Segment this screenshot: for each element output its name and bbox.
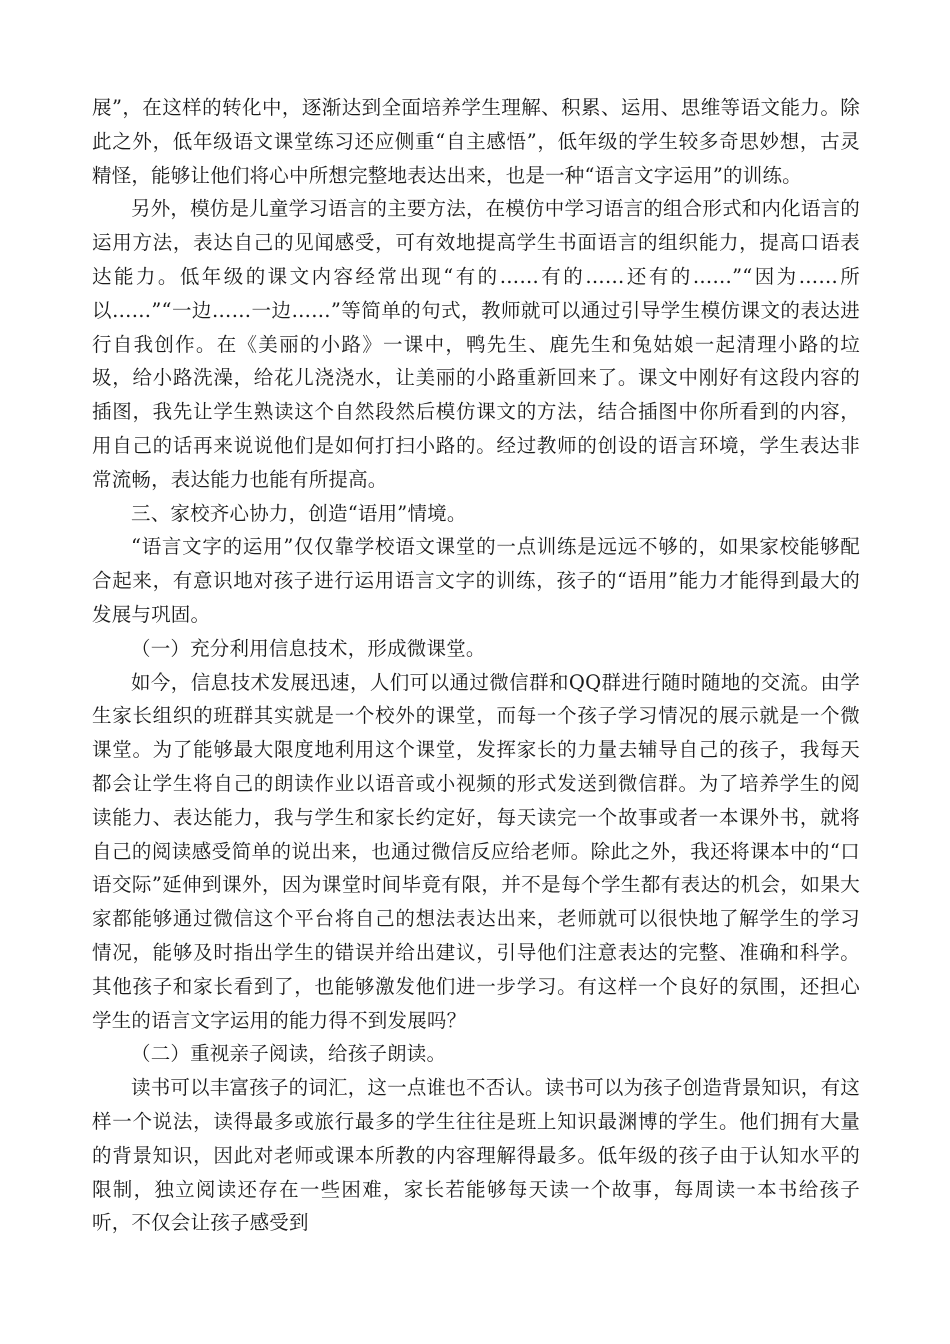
paragraph-continuation: 展”，在这样的转化中，逐渐达到全面培养学生理解、积累、运用、思维等语文能力。除此之外，低年级语文课堂练习还应侧重“自主感悟”，低年级的学生较多奇思妙想，古灵精怪，能够让他们将心中所想完整地表达出来，也是一种“语言文字运用”的训练。 [92,96,860,187]
paragraph-imitation: 另外，模仿是儿童学习语言的主要方法，在模仿中学习语言的组合形式和内化语言的运用方法，表达自己的见闻感受，可有效地提高学生书面语言的组织能力，提高口语表达能力。低年级的课文内容经常出现“有的……有的……还有的……”“因为……所以……”“一边……一边……”等简单的句式，教师就可以通过引导学生模仿课文的表达进行自我创作。在《美丽的小路》一课中，鸭先生、鹿先生和兔姑娘一起清理小路的垃圾，给小路洗澡，给花儿浇浇水，让美丽的小路重新回来了。课文中刚好有这段内容的插图，我先让学生熟读这个自然段然后模仿课文的方法，结合插图中你所看到的内容，用自己的话再来说说他们是如何打扫小路的。经过教师的创设的语言环境，学生表达非常流畅，表达能力也能有所提高。 [92,197,860,491]
subheading-info-tech: （一）充分利用信息技术，形成微课堂。 [131,636,486,660]
paragraph-home-school-intro: “语言文字的运用”仅仅靠学校语文课堂的一点训练是远远不够的，如果家校能够配合起来，有意识地对孩子进行运用语言文字的训练，孩子的“语用”能力才能得到最大的发展与巩固。 [92,535,860,626]
paragraph-info-tech: 如今，信息技术发展迅速，人们可以通过微信群和QQ群进行随时随地的交流。由学生家长组织的班群其实就是一个校外的课堂，而每一个孩子学习情况的展示就是一个微课堂。为了能够最大限度地利用这个课堂，发挥家长的力量去辅导自己的孩子，我每天都会让学生将自己的朗读作业以语音或小视频的形式发送到微信群。为了培养学生的阅读能力、表达能力，我与学生和家长约定好，每天读完一个故事或者一本课外书，就将自己的阅读感受简单的说出来，也通过微信反应给老师。除此之外，我还将课本中的“口语交际”延伸到课外，因为课堂时间毕竟有限，并不是每个学生都有表达的机会，如果大家都能够通过微信这个平台将自己的想法表达出来，老师就可以很快地了解学生的学习情况，能够及时指出学生的错误并给出建议，引导他们注意表达的完整、准确和科学。其他孩子和家长看到了，也能够激发他们进一步学习。有这样一个良好的氛围，还担心学生的语言文字运用的能力得不到发展吗？ [92,670,860,1032]
document-page [92,91,860,1240]
subheading-parent-child-reading: （二）重视亲子阅读，给孩子朗读。 [131,1042,447,1066]
paragraph-reading: 读书可以丰富孩子的词汇，这一点谁也不否认。读书可以为孩子创造背景知识，有这样一个说法，读得最多或旅行最多的学生往往是班上知识最渊博的学生。他们拥有大量的背景知识，因此对老师或课本所教的内容理解得最多。低年级的孩子由于认知水平的限制，独立阅读还存在一些困难，家长若能够每天读一个故事，每周读一本书给孩子听，不仅会让孩子感受到 [92,1076,860,1235]
section-heading-home-school: 三、家校齐心协力，创造“语用”情境。 [131,501,467,525]
